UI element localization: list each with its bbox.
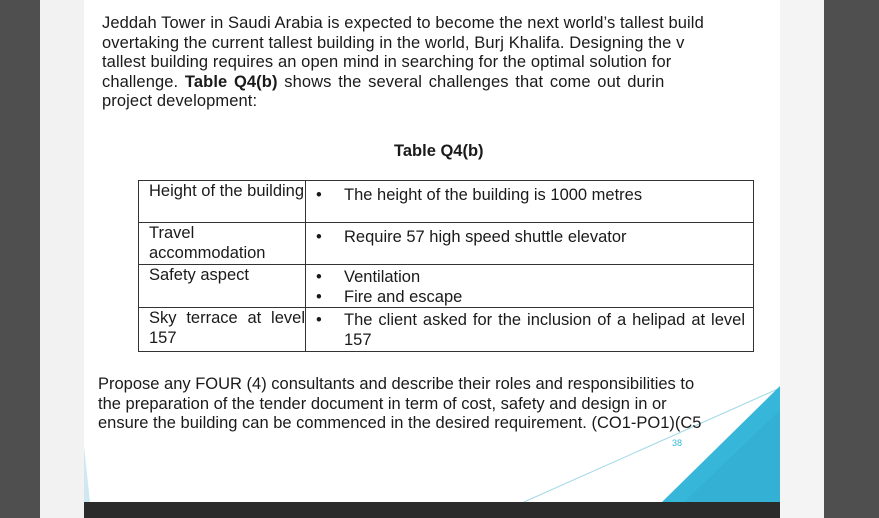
table-row xyxy=(139,181,754,223)
intro-line-1: Jeddah Tower in Saudi Arabia is expected to become the next world’s tallest build xyxy=(102,14,704,32)
point-text: Require 57 high speed shuttle elevator xyxy=(344,228,627,246)
table-row xyxy=(139,308,754,352)
point-text: The height of the building is 1000 metres xyxy=(344,186,643,204)
intro-line-4-tail: shows the several challenges that come out durin xyxy=(277,72,665,91)
aspect-cell: Height of the building xyxy=(139,181,306,223)
table-reference: Table Q4(b) xyxy=(184,72,278,91)
bottom-bar xyxy=(84,502,780,518)
challenges-table xyxy=(138,180,754,352)
intro-line-3: tallest building requires an open mind in searching for the optimal solution for xyxy=(102,53,672,71)
points-cell xyxy=(306,308,754,352)
page-number: 38 xyxy=(672,438,683,448)
table-caption: Table Q4(b) xyxy=(394,142,484,160)
aspect-cell: Travel accommodation xyxy=(139,223,306,265)
aspect-cell: Sky terrace at level 157 xyxy=(139,308,306,352)
question-paragraph xyxy=(98,375,701,434)
bullet-icon: • xyxy=(316,228,322,246)
aspect-cell: Safety aspect xyxy=(139,265,306,308)
points-cell xyxy=(306,265,754,308)
intro-line-4-head: challenge. xyxy=(102,72,185,91)
question-line-1: Propose any FOUR (4) consultants and describe their roles and responsibilities to xyxy=(98,375,695,393)
table-row xyxy=(139,265,754,308)
question-line-2: the preparation of the tender document in term of cost, safety and design in or xyxy=(98,394,667,413)
intro-line-2: overtaking the current tallest building in the world, Burj Khalifa. Designing the v xyxy=(102,33,685,52)
bullet-icon: • xyxy=(316,186,322,204)
question-line-3: ensure the building can be commenced in the desired requirement. (CO1-PO1)(C5 xyxy=(98,414,702,432)
table-row xyxy=(139,223,754,265)
intro-paragraph xyxy=(102,14,704,112)
document-page xyxy=(84,0,780,502)
point-text: The client asked for the inclusion of a helipad at level 157 xyxy=(344,311,745,349)
right-panel xyxy=(824,0,879,518)
left-margin xyxy=(0,0,40,518)
points-cell xyxy=(306,223,754,265)
right-margin xyxy=(780,0,824,518)
point-text: • Fire and escape xyxy=(344,287,753,307)
points-cell xyxy=(306,181,754,223)
point-text: • Ventilation xyxy=(344,267,753,287)
bullet-icon: • xyxy=(316,311,322,329)
decor-left-sliver xyxy=(84,446,90,502)
intro-line-5: project development: xyxy=(102,92,258,110)
intro-line-4 xyxy=(102,73,704,93)
